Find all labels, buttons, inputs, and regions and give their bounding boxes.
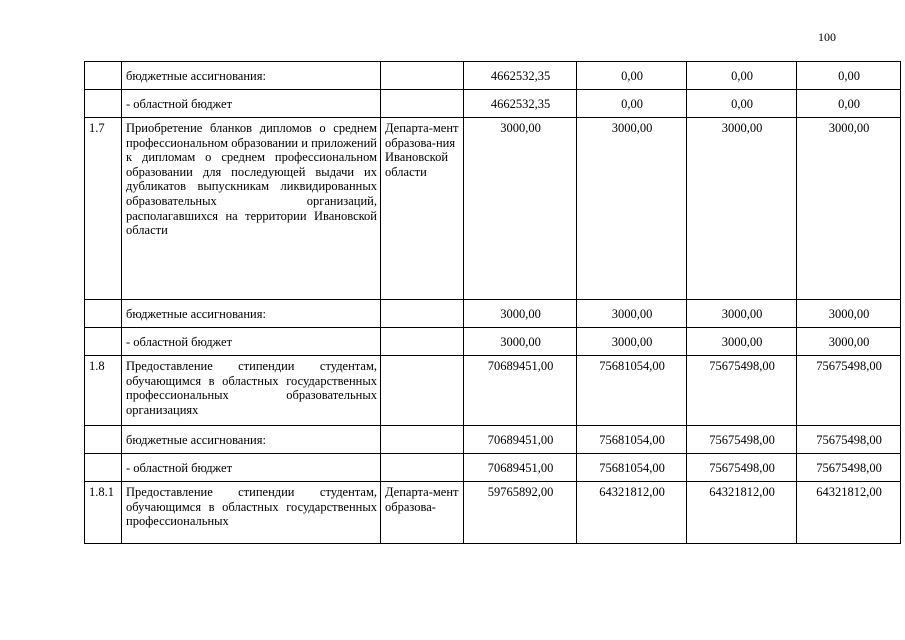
row-value-2: 3000,00	[577, 300, 687, 328]
row-value-2: 75681054,00	[577, 356, 687, 426]
row-value-1: 70689451,00	[464, 454, 577, 482]
table-row	[85, 300, 901, 328]
row-number	[85, 90, 122, 118]
row-value-1: 3000,00	[464, 118, 577, 300]
row-value-2: 0,00	[577, 62, 687, 90]
row-number: 1.7	[85, 118, 122, 300]
row-description: Приобретение бланков дипломов о среднем профессиональном образовании и приложений к дипломам о среднем профессиональном образовании для последующей выдачи их дубликатов выпускникам ликвидированных образовательных организаций, располагавшихся на территории Ивановской области	[122, 118, 381, 300]
row-description: - областной бюджет	[122, 328, 381, 356]
row-description: - областной бюджет	[122, 454, 381, 482]
table-row	[85, 62, 901, 90]
row-value-2: 0,00	[577, 90, 687, 118]
row-value-1: 70689451,00	[464, 426, 577, 454]
row-number: 1.8	[85, 356, 122, 426]
table-row	[85, 482, 901, 544]
row-value-4: 0,00	[797, 62, 901, 90]
row-value-4: 75675498,00	[797, 356, 901, 426]
row-description: - областной бюджет	[122, 90, 381, 118]
row-value-4: 3000,00	[797, 328, 901, 356]
table-row	[85, 90, 901, 118]
row-responsible	[381, 328, 464, 356]
table-row	[85, 328, 901, 356]
row-responsible: Департа-мент образова-ния Ивановской области	[381, 118, 464, 300]
row-value-3: 75675498,00	[687, 356, 797, 426]
row-value-1: 59765892,00	[464, 482, 577, 544]
row-value-1: 70689451,00	[464, 356, 577, 426]
row-value-4: 0,00	[797, 90, 901, 118]
row-number	[85, 454, 122, 482]
row-value-4: 75675498,00	[797, 454, 901, 482]
row-value-3: 64321812,00	[687, 482, 797, 544]
table-row	[85, 454, 901, 482]
row-responsible	[381, 90, 464, 118]
row-responsible	[381, 426, 464, 454]
row-value-3: 75675498,00	[687, 426, 797, 454]
table-row	[85, 356, 901, 426]
row-value-4: 3000,00	[797, 300, 901, 328]
row-value-4: 64321812,00	[797, 482, 901, 544]
row-responsible	[381, 300, 464, 328]
row-value-4: 75675498,00	[797, 426, 901, 454]
row-responsible	[381, 62, 464, 90]
row-value-1: 3000,00	[464, 300, 577, 328]
row-value-3: 3000,00	[687, 118, 797, 300]
row-value-3: 75675498,00	[687, 454, 797, 482]
row-number	[85, 328, 122, 356]
row-responsible	[381, 356, 464, 426]
row-value-1: 4662532,35	[464, 90, 577, 118]
row-description: Предоставление стипендии студентам, обучающимся в областных государственных профессиональных образовательных организациях	[122, 356, 381, 426]
row-value-1: 3000,00	[464, 328, 577, 356]
row-value-3: 3000,00	[687, 300, 797, 328]
row-value-4: 3000,00	[797, 118, 901, 300]
row-value-1: 4662532,35	[464, 62, 577, 90]
row-value-3: 0,00	[687, 62, 797, 90]
row-number: 1.8.1	[85, 482, 122, 544]
row-number	[85, 426, 122, 454]
row-value-2: 64321812,00	[577, 482, 687, 544]
budget-table	[84, 61, 901, 544]
row-number	[85, 62, 122, 90]
row-responsible: Департа-мент образова-	[381, 482, 464, 544]
row-value-2: 3000,00	[577, 118, 687, 300]
row-value-2: 75681054,00	[577, 454, 687, 482]
row-value-3: 3000,00	[687, 328, 797, 356]
page-number: 100	[818, 30, 836, 44]
row-description: бюджетные ассигнования:	[122, 426, 381, 454]
row-number	[85, 300, 122, 328]
row-description: бюджетные ассигнования:	[122, 62, 381, 90]
table-row	[85, 118, 901, 300]
row-description: Предоставление стипендии студентам, обучающимся в областных государственных профессиональных	[122, 482, 381, 544]
row-responsible	[381, 454, 464, 482]
row-description: бюджетные ассигнования:	[122, 300, 381, 328]
row-value-3: 0,00	[687, 90, 797, 118]
row-value-2: 75681054,00	[577, 426, 687, 454]
row-value-2: 3000,00	[577, 328, 687, 356]
table-row	[85, 426, 901, 454]
